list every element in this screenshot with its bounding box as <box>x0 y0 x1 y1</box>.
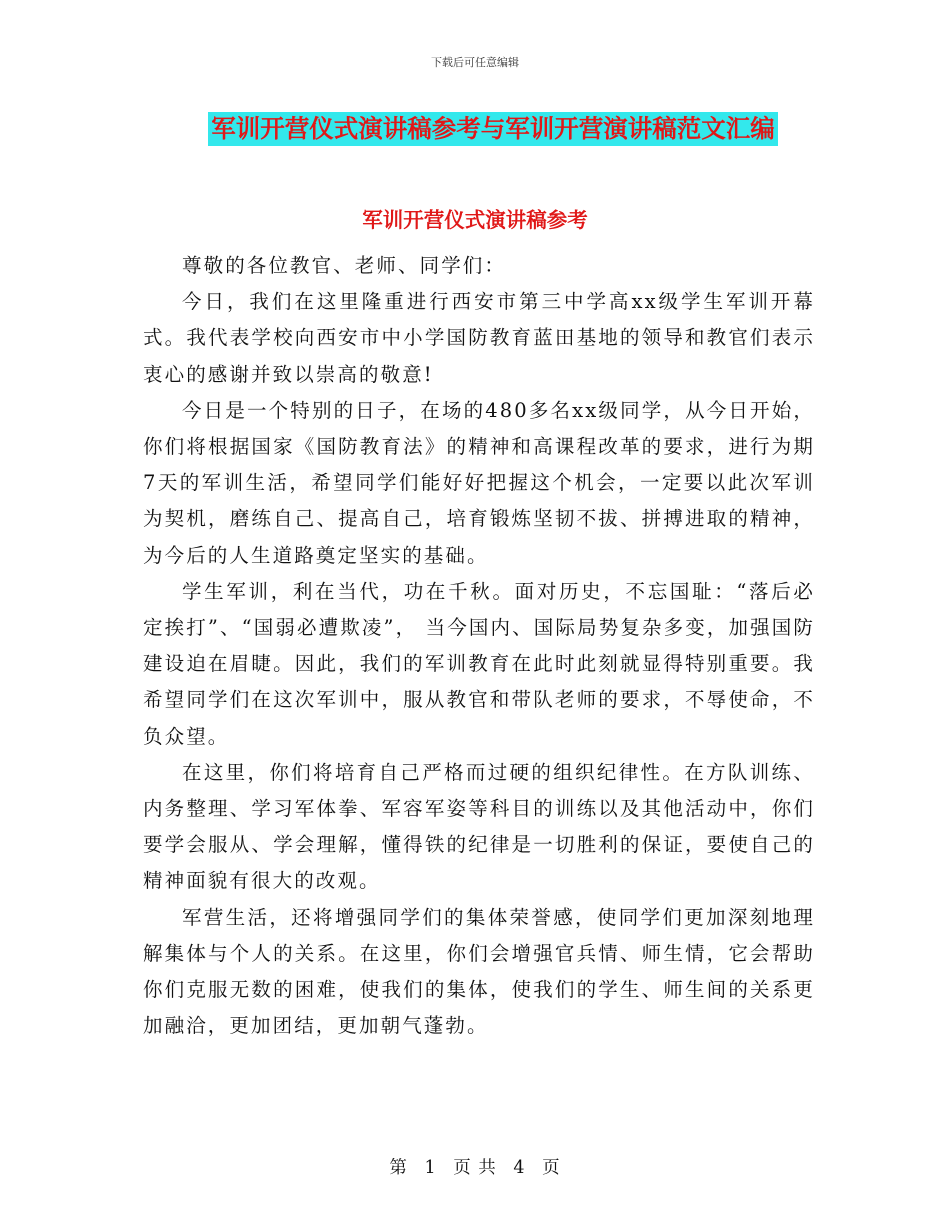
document-title-container <box>0 112 950 146</box>
paragraph-salutation: 尊敬的各位教官、老师、同学们： <box>182 254 507 277</box>
total-page-count: 4 <box>513 1158 526 1178</box>
current-page-number: 1 <box>424 1158 437 1178</box>
document-body <box>143 220 815 1044</box>
footer-prefix: 第 <box>389 1158 408 1178</box>
paragraph: 学生军训，利在当代，功在千秋。面对历史，不忘国耻：“落后必定挨打”、“国弱必遭欺凌”， 当今国内、国际局势复杂多变，加强国防建设迫在眉睫。因此，我们的军训教育在此时此刻就显得特别重要。我希望同学们在这次军训中，服从教官和带队老师的要求，不辱使命，不负众望。 <box>143 579 815 748</box>
paragraph: 在这里，你们将培育自己严格而过硬的组织纪律性。在方队训练、内务整理、学习军体拳、军容军姿等科目的训练以及其他活动中，你们要学会服从、学会理解，懂得铁的纪律是一切胜利的保证，要使自己的精神面貌有很大的改观。 <box>143 760 815 893</box>
paragraph: 今日，我们在这里隆重进行西安市第三中学高xx级学生军训开幕式。我代表学校向西安市中小学国防教育蓝田基地的领导和教官们表示衷心的感谢并致以崇高的敬意! <box>143 290 815 386</box>
footer-middle: 页 共 <box>453 1158 497 1178</box>
page-footer <box>0 1154 950 1179</box>
paragraph: 军营生活，还将增强同学们的集体荣誉感，使同学们更加深刻地理解集体与个人的关系。在这里，你们会增强官兵情、师生情，它会帮助你们克服无数的困难，使我们的集体，使我们的学生、师生间的关系更加融洽，更加团结，更加朝气蓬勃。 <box>143 905 815 1038</box>
header-note: 下载后可任意编辑 <box>431 56 519 69</box>
document-title: 军训开营仪式演讲稿参考与军训开营演讲稿范文汇编 <box>208 112 778 146</box>
section-title: 军训开营仪式演讲稿参考 <box>362 208 588 232</box>
footer-suffix: 页 <box>542 1158 561 1178</box>
paragraph: 今日是一个特别的日子，在场的480多名xx级同学，从今日开始，你们将根据国家《国防教育法》的精神和高课程改革的要求，进行为期7天的军训生活，希望同学们能好好把握这个机会，一定要以此次军训为契机，磨练自己、提高自己，培育锻炼坚韧不拔、拼搏进取的精神，为今后的人生道路奠定坚实的基础。 <box>143 398 815 567</box>
